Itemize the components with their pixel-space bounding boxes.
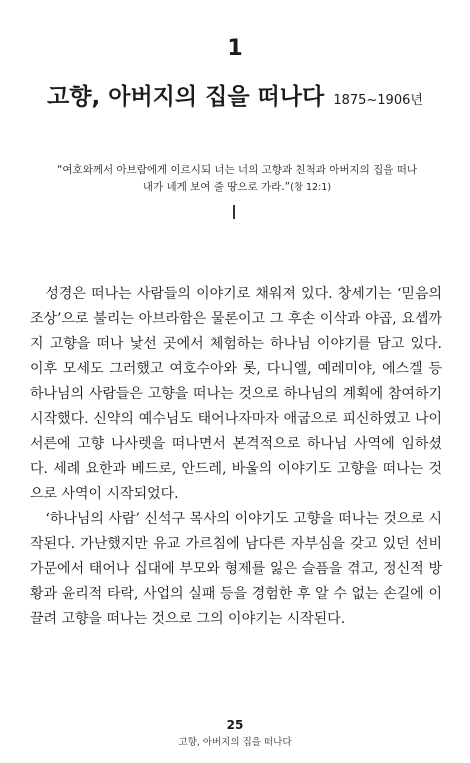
chapter-number: 1 [227, 36, 243, 61]
epigraph-line-2 [52, 179, 422, 196]
epigraph-reference: (창 12:1) [290, 182, 332, 193]
chapter-heading [0, 78, 470, 111]
epigraph-line-1: “여호와께서 아브람에게 이르시되 너는 너의 고향과 친척과 아버지의 집을 떠나 [56, 164, 418, 176]
epigraph-quote: 내가 네게 보여 줄 땅으로 가라.” [142, 181, 291, 193]
body-text [30, 282, 442, 632]
paragraph: 성경은 떠나는 사람들의 이야기로 채워져 있다. 창세기는 ‘믿음의 조상’으로 불리는 아브라함은 물론이고 그 후손 이삭과 야곱, 요셉까지 고향을 떠나 낯선 곳에서 체험하는 하나님 이야기를 담고 있다. 이후 모세도 그러했고 여호수아와 롯, 다니엘, 예레미야, 에스겔 등 하나님의 사람들은 고향을 떠나는 것으로 하나님의 계획에 참여하기 시작했다. 신약의 예수님도 태어나자마자 애굽으로 피신하였고 나이 서른에 고향 나사렛을 떠나면서 본격적으로 하나님 사역에 임하셨다. 세례 요한과 베드로, 안드레, 바울의 이야기도 고향을 떠나는 것으로 사역이 시작되었다. [30, 286, 442, 502]
chapter-years: 1875~1906년 [333, 93, 423, 108]
paragraph: ‘하나님의 사람’ 신석구 목사의 이야기도 고향을 떠나는 것으로 시작된다. 가난했지만 유교 가르침에 남다른 자부심을 갖고 있던 선비 가문에서 태어나 십대에 부모와 형제를 잃은 슬픔을 겪고, 정신적 방황과 윤리적 타락, 사업의 실패 등을 경험한 후 알 수 없는 손길에 이끌려 고향을 떠나는 것으로 그의 이야기는 시작된다. [30, 511, 442, 627]
running-head: 고향, 아버지의 집을 떠나다 [178, 737, 292, 748]
page-footer [0, 718, 470, 748]
epigraph-divider [233, 205, 235, 219]
page-number: 25 [226, 718, 244, 732]
epigraph [52, 162, 422, 196]
chapter-title: 고향, 아버지의 집을 떠나다 [47, 84, 325, 110]
